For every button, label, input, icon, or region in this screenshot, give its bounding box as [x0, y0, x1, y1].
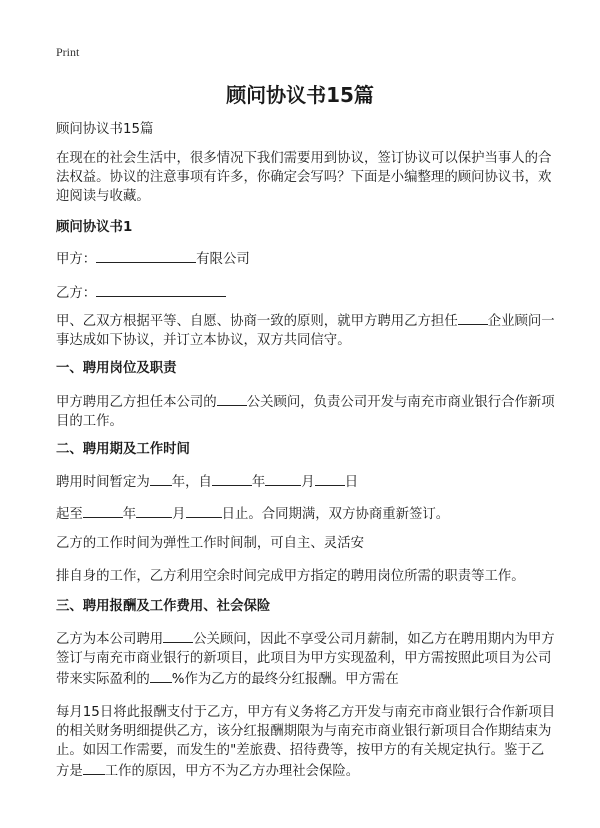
term-line-2 — [56, 503, 556, 524]
worktime-line-2: 排自身的工作，乙方利用空余时间完成甲方指定的聘用岗位所需的职责等工作。 — [56, 569, 525, 584]
term1-text-c: 年 — [251, 475, 266, 490]
page-title: 顾问协议书15篇 — [226, 83, 374, 107]
party-a-blank — [96, 248, 196, 263]
agreement-blank — [458, 310, 488, 325]
term2-text-d: 日止。合同期满，双方协商重新签订。 — [221, 507, 450, 522]
print-link[interactable]: Print — [56, 45, 80, 59]
duty-text-end: 公关顾问，负责公司开发与南充市商业银行合作新项目的工作。 — [56, 395, 555, 429]
pay2-text-b: 工作的原因，甲方不为乙方办理社会保险。 — [104, 764, 360, 779]
term-line-1 — [56, 471, 556, 492]
term2-text-c: 月 — [172, 507, 186, 522]
term1-blank-1 — [150, 471, 172, 486]
term1-text-b: 年，自 — [171, 475, 212, 490]
duty-paragraph — [56, 391, 556, 431]
term1-text-a: 聘用时间暂定为 — [56, 475, 150, 490]
party-b-blank — [96, 282, 226, 297]
party-b-label: 乙方： — [56, 286, 97, 301]
intro-paragraph: 在现在的社会生活中，很多情况下我们需要用到协议，签订协议可以保护当事人的合法权益。协议的注意事项有许多，你确定会写吗？下面是小编整理的顾问协议书，欢迎阅读与收藏。 — [56, 151, 552, 204]
term2-blank-3 — [186, 503, 222, 518]
term1-text-e: 日 — [344, 475, 359, 490]
agreement-text-start: 甲、乙双方根据平等、自愿、协商一致的原则，就甲方聘用乙方担任 — [56, 314, 458, 329]
pay-paragraph-2 — [56, 703, 556, 781]
subtitle: 顾问协议书15篇 — [56, 122, 154, 137]
worktime-line-1: 乙方的工作时间为弹性工作时间制，可自主、灵活安 — [56, 536, 364, 551]
heading-2: 二、聘用期及工作时间 — [56, 442, 190, 457]
term1-blank-2 — [212, 471, 252, 486]
pay-paragraph-1 — [56, 628, 556, 689]
section-title: 顾问协议书1 — [56, 220, 133, 235]
duty-text-start: 甲方聘用乙方担任本公司的 — [56, 395, 217, 410]
pay1-blank-2 — [150, 668, 172, 683]
term2-blank-1 — [83, 503, 123, 518]
pay2-blank — [83, 760, 105, 775]
term2-text-a: 起至 — [56, 507, 83, 522]
term2-text-b: 年 — [122, 507, 137, 522]
agreement-paragraph — [56, 310, 556, 350]
pay1-blank-1 — [163, 628, 193, 643]
pay1-text-b: 公关顾问，因此不享受公司月薪制，如乙方在聘用期内为甲方签订与南充市商业银行的新项目，此项目为甲方实现盈利，甲方需按照此项目为公司带来实际盈利的 — [56, 632, 555, 687]
party-a-label: 甲方： — [56, 252, 97, 267]
party-a-suffix: 有限公司 — [196, 252, 250, 267]
pay1-text-a: 乙方为本公司聘用 — [56, 632, 164, 647]
pay1-text-c: %作为乙方的最终分红报酬。甲方需在 — [171, 672, 399, 687]
term1-text-d: 月 — [301, 475, 315, 490]
pay2-text-a: 每月15日将此报酬支付于乙方，甲方有义务将乙方开发与南充市商业银行合作新项目的相关财务明细提供乙方，该分红报酬期限为与南充市商业银行新项目合作期结束为止。如因工作需要，而发生的"差旅费、招待费等，按甲方的有关规定执行。鉴于乙方是 — [56, 705, 556, 779]
term1-blank-3 — [265, 471, 301, 486]
agreement-text-end: 企业顾问一事达成如下协议，并订立本协议，双方共同信守。 — [56, 314, 555, 348]
party-b-line — [56, 282, 556, 303]
party-a-line — [56, 248, 556, 269]
term1-blank-4 — [315, 471, 345, 486]
term2-blank-2 — [136, 503, 172, 518]
heading-1: 一、聘用岗位及职责 — [56, 361, 177, 376]
duty-blank — [217, 391, 247, 406]
heading-3: 三、聘用报酬及工作费用、社会保险 — [56, 599, 271, 614]
